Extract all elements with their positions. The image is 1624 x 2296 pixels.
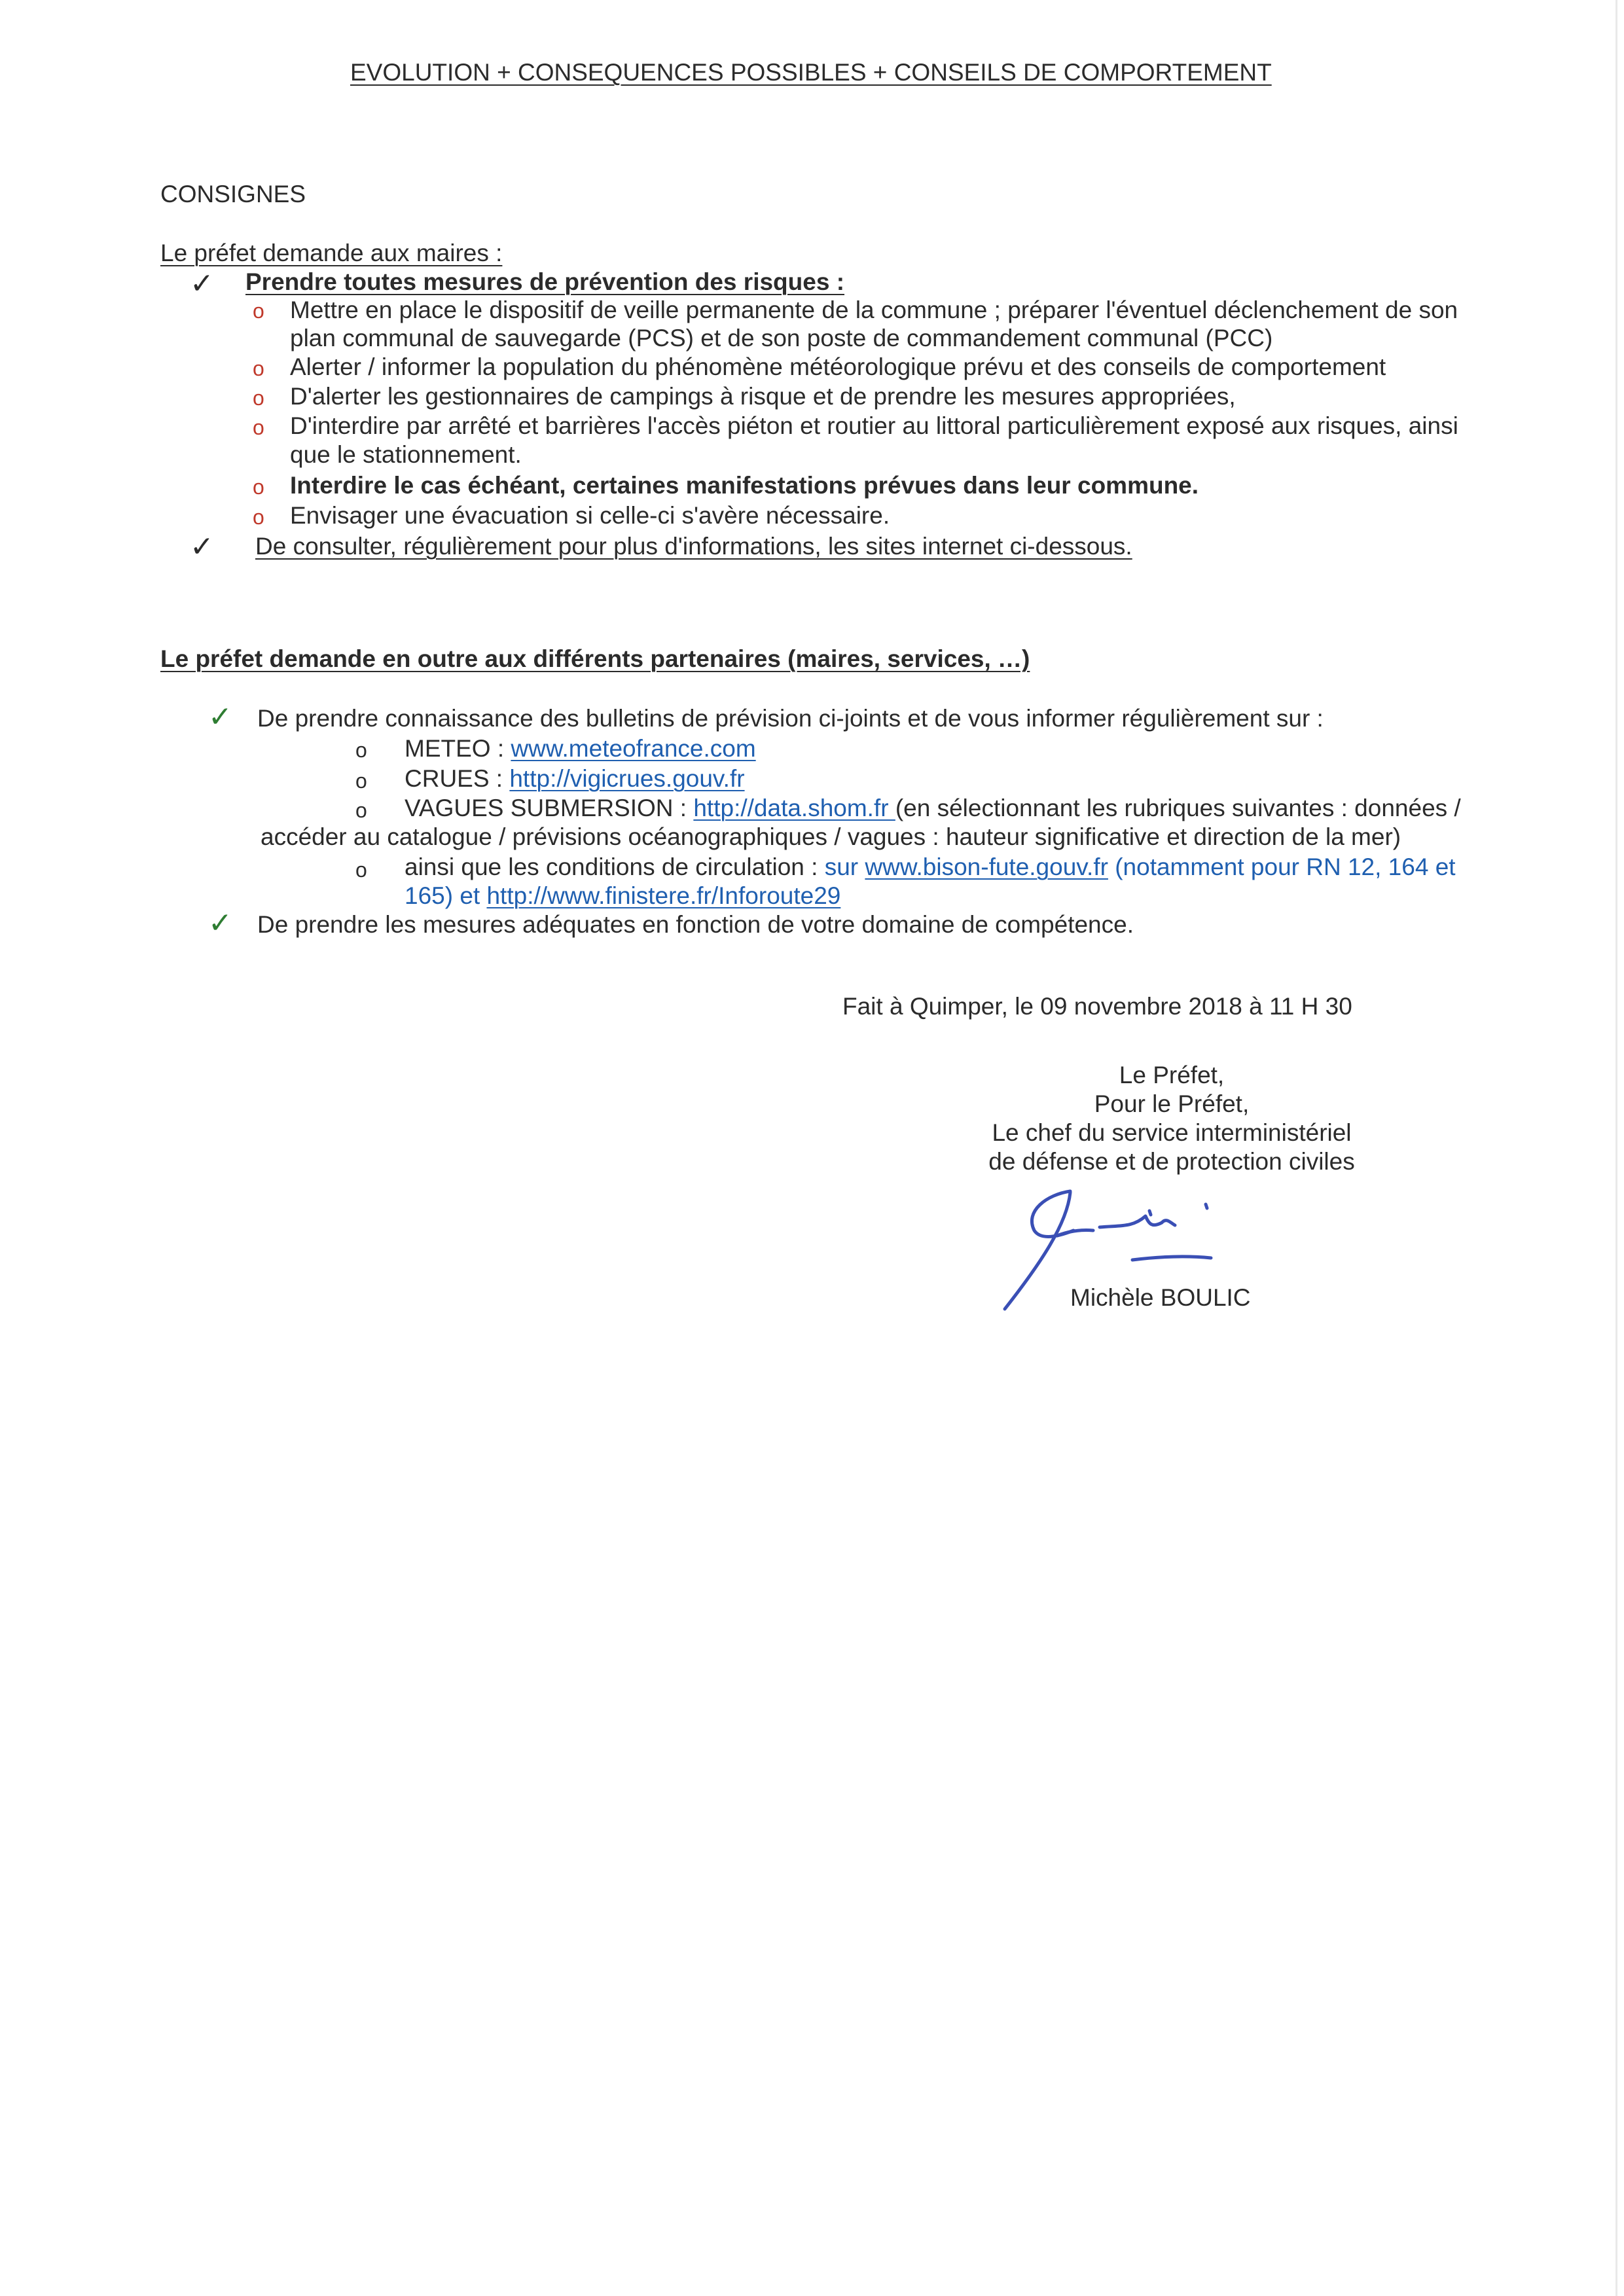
circle-bullet-icon: o — [355, 798, 367, 822]
vagues-description: (en sélectionnant les rubriques suivantes : données / — [895, 795, 1461, 821]
checkmark-icon: ✓ — [190, 267, 214, 300]
subitem-4-line2: que le stationnement. — [290, 441, 522, 468]
circle-bullet-icon: o — [355, 738, 367, 762]
signatory-name: Michèle BOULIC — [1070, 1284, 1251, 1311]
circulation-note-2: 165) et — [405, 882, 487, 909]
checkmark-icon: ✓ — [190, 530, 214, 564]
vagues-line-2: accéder au catalogue / prévisions océanographiques / vagues : hauteur significative et direction de la mer) — [261, 823, 1401, 850]
partenaires-item-1: De prendre connaissance des bulletins de prévision ci-joints et de vous informer régulièrement sur : — [257, 705, 1324, 732]
meteo-line — [405, 734, 756, 764]
circle-bullet-icon: o — [253, 505, 264, 529]
checkmark-icon: ✓ — [208, 700, 232, 734]
meteo-link[interactable]: www.meteofrance.com — [511, 735, 756, 762]
subitem-6: Envisager une évacuation si celle-ci s'avère nécessaire. — [290, 502, 890, 529]
signatory-line-4: de défense et de protection civiles — [988, 1148, 1355, 1175]
subitem-1-line2: plan communal de sauvegarde (PCS) et de son poste de commandement communal (PCC) — [290, 325, 1273, 351]
signatory-line-1: Le Préfet, — [1119, 1062, 1225, 1088]
crues-line — [405, 764, 745, 794]
maires-heading: Le préfet demande aux maires : — [160, 240, 503, 266]
subitem-1-line1: Mettre en place le dispositif de veille permanente de la commune ; préparer l'éventuel déclenchement de son — [290, 296, 1458, 323]
inforoute-link[interactable]: http://www.finistere.fr/Inforoute29 — [486, 882, 841, 909]
consult-sites-item: De consulter, régulièrement pour plus d'informations, les sites internet ci-dessous. — [255, 533, 1132, 560]
circle-bullet-icon: o — [253, 475, 264, 499]
subitem-5: Interdire le cas échéant, certaines manifestations prévues dans leur commune. — [290, 472, 1199, 499]
vagues-link[interactable]: http://data.shom.fr — [693, 795, 895, 821]
vagues-label: VAGUES SUBMERSION : — [405, 795, 694, 821]
partenaires-heading: Le préfet demande en outre aux différents partenaires (maires, services, …) — [160, 645, 1030, 672]
subitem-3: D'alerter les gestionnaires de campings à risque et de prendre les mesures appropriées, — [290, 383, 1236, 410]
circle-bullet-icon: o — [355, 769, 367, 793]
circle-bullet-icon: o — [253, 357, 264, 380]
vagues-line — [405, 793, 1461, 823]
circulation-label: ainsi que les conditions de circulation : — [405, 853, 825, 880]
subitem-4-line1: D'interdire par arrêté et barrières l'accès piéton et routier au littoral particulièrement exposé aux risques, ainsi — [290, 412, 1458, 439]
checkmark-icon: ✓ — [208, 906, 232, 940]
circulation-sur: sur — [824, 853, 865, 880]
signatory-line-2: Pour le Préfet, — [1094, 1090, 1250, 1117]
circulation-note: (notamment pour RN 12, 164 et — [1108, 853, 1456, 880]
prevention-item-label: Prendre toutes mesures de prévention des risques : — [245, 268, 845, 295]
crues-link[interactable]: http://vigicrues.gouv.fr — [509, 765, 745, 792]
crues-label: CRUES : — [405, 765, 510, 792]
circle-bullet-icon: o — [253, 416, 264, 439]
meteo-label: METEO : — [405, 735, 511, 762]
circulation-line — [405, 852, 1456, 882]
circulation-line-2 — [405, 881, 840, 911]
circle-bullet-icon: o — [355, 858, 367, 882]
subitem-2: Alerter / informer la population du phénomène météorologique prévu et des conseils de comportement — [290, 353, 1386, 380]
place-date: Fait à Quimper, le 09 novembre 2018 à 11 H 30 — [842, 993, 1352, 1020]
scan-edge — [1615, 0, 1617, 2296]
consignes-heading: CONSIGNES — [160, 181, 306, 207]
bison-fute-link[interactable]: www.bison-fute.gouv.fr — [865, 853, 1108, 880]
partenaires-item-2: De prendre les mesures adéquates en fonction de votre domaine de compétence. — [257, 911, 1134, 938]
circle-bullet-icon: o — [253, 299, 264, 323]
circle-bullet-icon: o — [253, 386, 264, 410]
signatory-line-3: Le chef du service interministériel — [992, 1119, 1352, 1146]
document-title: EVOLUTION + CONSEQUENCES POSSIBLES + CONSEILS DE COMPORTEMENT — [350, 59, 1272, 86]
